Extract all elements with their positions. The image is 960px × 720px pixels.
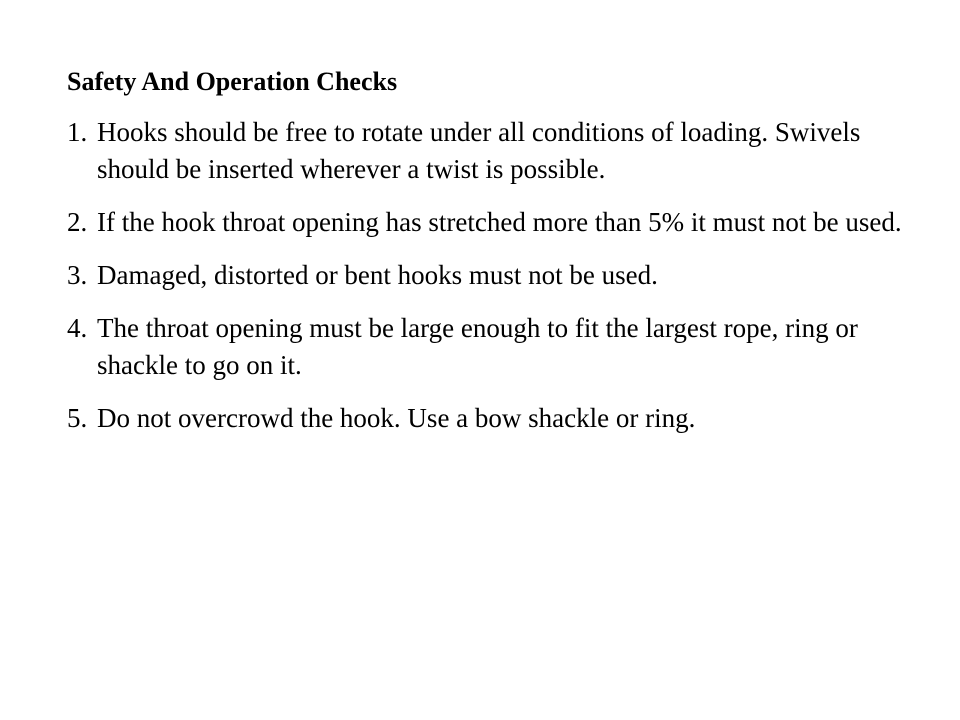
check-item-2 — [67, 204, 927, 241]
check-item-5 — [67, 400, 927, 437]
slide-content — [67, 66, 927, 453]
checks-list — [67, 114, 927, 437]
check-text: If the hook throat opening has stretched more than 5% it must not be used. — [97, 207, 902, 237]
check-item-1 — [67, 114, 927, 188]
check-number: 1. — [67, 117, 88, 147]
slide-title: Safety And Operation Checks — [67, 67, 398, 96]
check-number: 2. — [67, 207, 88, 237]
check-number: 4. — [67, 313, 88, 343]
check-text: Do not overcrowd the hook. Use a bow shackle or ring. — [97, 403, 696, 433]
check-text: Damaged, distorted or bent hooks must not be used. — [97, 260, 658, 290]
check-item-4 — [67, 310, 927, 384]
check-text: Hooks should be free to rotate under all conditions of loading. Swivels should be inserted wherever a twist is possible. — [97, 117, 861, 184]
check-number: 5. — [67, 403, 88, 433]
check-item-3 — [67, 257, 927, 294]
check-text: The throat opening must be large enough to fit the largest rope, ring or shackle to go on it. — [97, 313, 858, 380]
check-number: 3. — [67, 260, 88, 290]
